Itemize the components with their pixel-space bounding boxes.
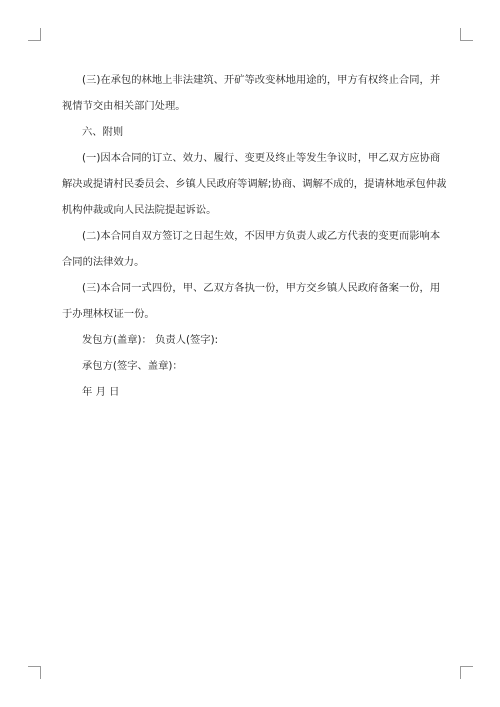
paragraph-line: 解决或提请村民委员会、乡镇人民政府等调解;协商、调解不成的，提请林地承包仲裁 — [62, 178, 447, 190]
clause-3-copies — [62, 275, 444, 327]
crop-mark-bottom-left — [28, 666, 41, 679]
paragraph-line: 视情节交由相关部门处理。 — [62, 100, 186, 112]
clause-3-land-use-termination — [62, 67, 444, 119]
crop-mark-top-right — [460, 28, 473, 41]
crop-mark-bottom-right — [460, 666, 473, 679]
signature-line: 发包方(盖章)： 负责人(签字): — [82, 334, 219, 346]
paragraph-line: 合同的法律效力。 — [62, 256, 145, 268]
paragraph-line: 机构仲裁或向人民法院提起诉讼。 — [62, 204, 217, 216]
clause-2-effective-date — [62, 223, 444, 275]
signature-line: 承包方(签字、盖章)： — [82, 360, 183, 372]
document-body — [62, 67, 447, 405]
signature-contractor-recipient — [62, 353, 444, 379]
signature-contractor-issuer — [62, 327, 444, 353]
paragraph-line: (三)本合同一式四份，甲、乙双方各执一份，甲方交乡镇人民政府备案一份，用 — [82, 282, 441, 294]
paragraph-line: (二)本合同自双方签订之日起生效，不因甲方负责人或乙方代表的变更而影响本 — [82, 230, 441, 242]
paragraph-line: (一)因本合同的订立、效力、履行、变更及终止等发生争议时，甲乙双方应协商 — [82, 152, 441, 164]
paragraph-line: (三)在承包的林地上非法建筑、开矿等改变林地用途的，甲方有权终止合同，并 — [82, 74, 441, 86]
crop-mark-top-left — [28, 28, 41, 41]
date-line: 年 月 日 — [82, 386, 120, 398]
section-heading: 六、附则 — [82, 126, 124, 138]
section-heading-supplementary — [62, 119, 444, 145]
clause-1-dispute-resolution — [62, 145, 447, 223]
signature-date — [62, 379, 444, 405]
paragraph-line: 于办理林权证一份。 — [62, 308, 155, 320]
